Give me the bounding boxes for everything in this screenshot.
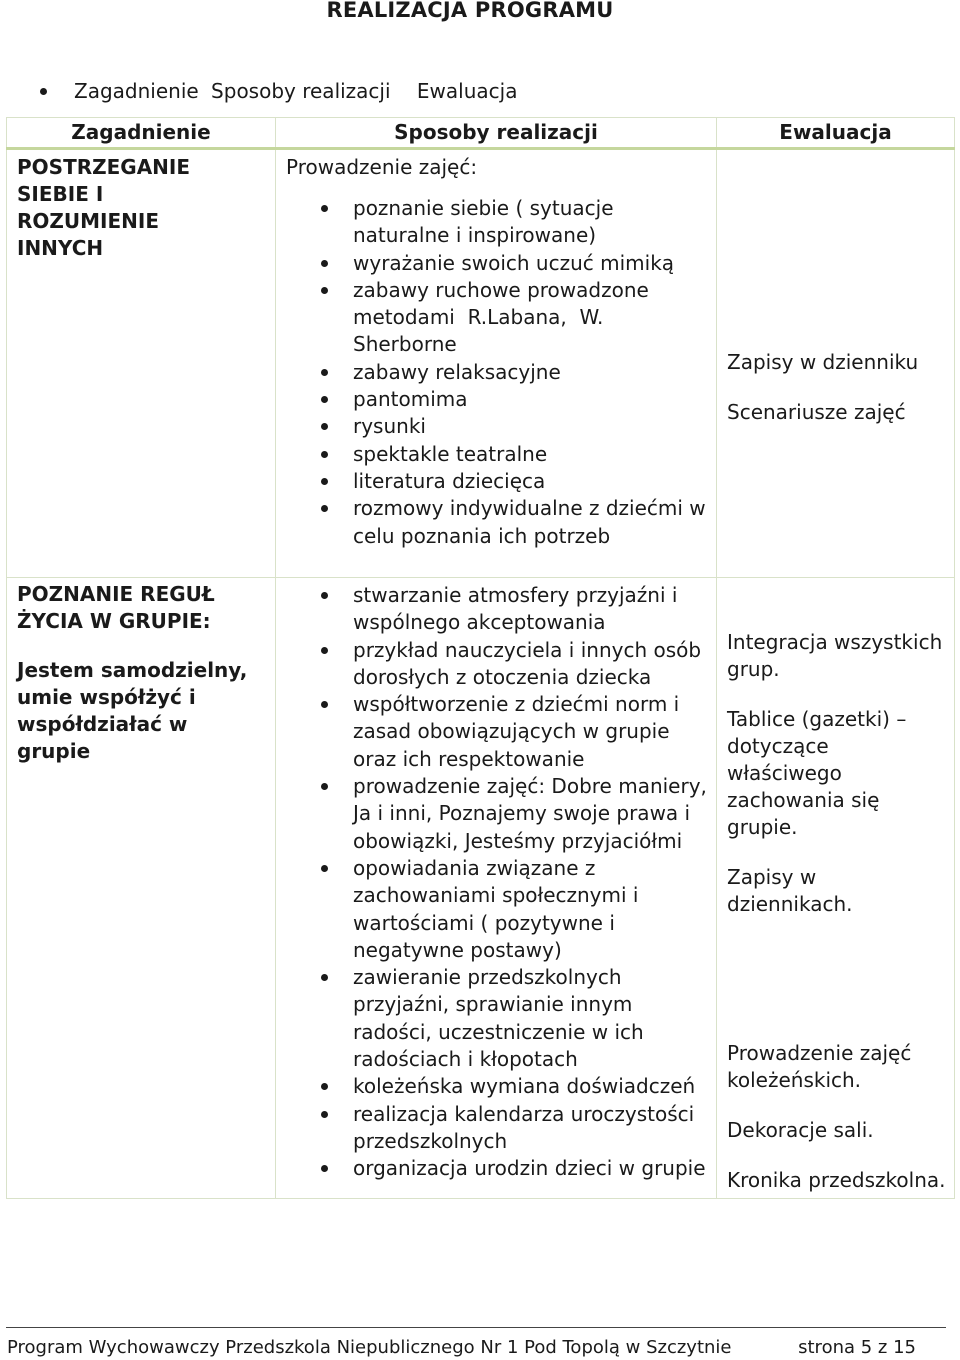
list-item: organizacja urodzin dzieci w grupie <box>353 1155 708 1182</box>
topic-line: współdziałać w <box>17 712 188 736</box>
bullet-icon <box>40 88 47 95</box>
list-item: literatura dziecięca <box>353 468 708 495</box>
intro-list <box>40 78 517 104</box>
methods-list <box>276 582 716 1183</box>
topic-line: INNYCH <box>17 236 104 260</box>
bullet-icon <box>321 592 328 599</box>
evaluation-item: Tablice (gazetki) – dotyczące właściwego zachowania się grupie. <box>727 707 907 839</box>
evaluation-item: Zapisy w dzienniku <box>727 350 919 374</box>
list-item: zabawy ruchowe prowadzone metodami R.Labana, W. Sherborne <box>353 277 708 359</box>
bullet-icon <box>321 478 328 485</box>
intro-text-c: Ewaluacja <box>416 79 518 103</box>
footer-divider <box>6 1327 946 1328</box>
methods-cell <box>276 149 717 578</box>
bullet-icon <box>321 423 328 430</box>
topic-line: POZNANIE REGUŁ <box>17 582 215 606</box>
list-item: stwarzanie atmosfery przyjaźni i wspólnego akceptowania <box>353 582 708 637</box>
topic-line: grupie <box>17 739 91 763</box>
footer-page-number: strona 5 z 15 <box>798 1337 916 1358</box>
topic-line: POSTRZEGANIE <box>17 155 191 179</box>
header-ewaluacja: Ewaluacja <box>717 118 955 149</box>
footer-program-name: Program Wychowawczy Przedszkola Niepublicznego Nr 1 Pod Topolą w Szczytnie <box>7 1337 732 1358</box>
methods-lead: Prowadzenie zajęć: <box>286 155 478 179</box>
topic-cell <box>7 578 276 1199</box>
list-item: pantomima <box>353 386 708 413</box>
bullet-icon <box>321 701 328 708</box>
bullet-icon <box>321 1165 328 1172</box>
topic-subtitle <box>17 657 269 765</box>
evaluation-list <box>717 150 954 426</box>
evaluation-item: Dekoracje sali. <box>727 1118 874 1142</box>
topic-title <box>7 578 275 765</box>
list-item: realizacja kalendarza uroczystości przedszkolnych <box>353 1101 708 1156</box>
intro-text-b: Sposoby realizacji <box>211 79 391 103</box>
list-item: wyrażanie swoich uczuć mimiką <box>353 250 708 277</box>
bullet-icon <box>321 647 328 654</box>
evaluation-item: Integracja wszystkich grup. <box>727 630 943 681</box>
page-title: REALIZACJA PROGRAMU <box>326 0 614 22</box>
table-row <box>7 149 955 578</box>
evaluation-item: Zapisy w dziennikach. <box>727 865 853 916</box>
evaluation-item: Scenariusze zajęć <box>727 400 906 424</box>
evaluation-item: Prowadzenie zajęć koleżeńskich. <box>727 1041 912 1092</box>
list-item: koleżeńska wymiana doświadczeń <box>353 1073 708 1100</box>
list-item: prowadzenie zajęć: Dobre maniery, Ja i inni, Poznajemy swoje prawa i obowiązki, Jesteśmy przyjaciółmi <box>353 773 708 855</box>
list-item: rysunki <box>353 413 708 440</box>
intro-list-item <box>40 78 517 104</box>
bullet-icon <box>321 1111 328 1118</box>
evaluation-cell <box>717 578 955 1199</box>
bullet-icon <box>321 505 328 512</box>
evaluation-list <box>717 578 954 1194</box>
list-item: przykład nauczyciela i innych osób dorosłych z otoczenia dziecka <box>353 637 708 692</box>
list-item: rozmowy indywidualne z dziećmi w celu poznania ich potrzeb <box>353 495 708 550</box>
bullet-icon <box>321 287 328 294</box>
list-item: poznanie siebie ( sytuacje naturalne i inspirowane) <box>353 195 708 250</box>
topic-line: ŻYCIA W GRUPIE: <box>17 609 211 633</box>
list-item: zawieranie przedszkolnych przyjaźni, sprawianie innym radości, uczestniczenie w ich radościach i kłopotach <box>353 964 708 1073</box>
bullet-icon <box>321 369 328 376</box>
list-item: opowiadania związane z zachowaniami społecznymi i wartościami ( pozytywne i negatywne postawy) <box>353 855 708 964</box>
table-header-row <box>7 118 955 149</box>
topic-line: umie współżyć i <box>17 685 196 709</box>
bullet-icon <box>321 1083 328 1090</box>
bullet-icon <box>321 783 328 790</box>
bullet-icon <box>321 974 328 981</box>
list-item: zabawy relaksacyjne <box>353 359 708 386</box>
list-item: współtworzenie z dziećmi norm i zasad obowiązujących w grupie oraz ich respektowanie <box>353 691 708 773</box>
evaluation-item: Kronika przedszkolna. <box>727 1168 946 1192</box>
intro-text-a: Zagadnienie <box>74 79 199 103</box>
bullet-icon <box>321 451 328 458</box>
program-table <box>6 117 955 1199</box>
topic-line: Jestem samodzielny, <box>17 658 248 682</box>
bullet-icon <box>321 396 328 403</box>
methods-list <box>276 195 716 550</box>
table-row <box>7 578 955 1199</box>
topic-title <box>7 150 275 262</box>
topic-cell <box>7 149 276 578</box>
bullet-icon <box>321 205 328 212</box>
list-item: spektakle teatralne <box>353 441 708 468</box>
evaluation-cell <box>717 149 955 578</box>
bullet-icon <box>321 865 328 872</box>
header-zagadnienie: Zagadnienie <box>7 118 276 149</box>
header-sposoby-realizacji: Sposoby realizacji <box>276 118 717 149</box>
bullet-icon <box>321 260 328 267</box>
topic-line: ROZUMIENIE <box>17 209 159 233</box>
topic-line: SIEBIE I <box>17 182 104 206</box>
methods-cell <box>276 578 717 1199</box>
